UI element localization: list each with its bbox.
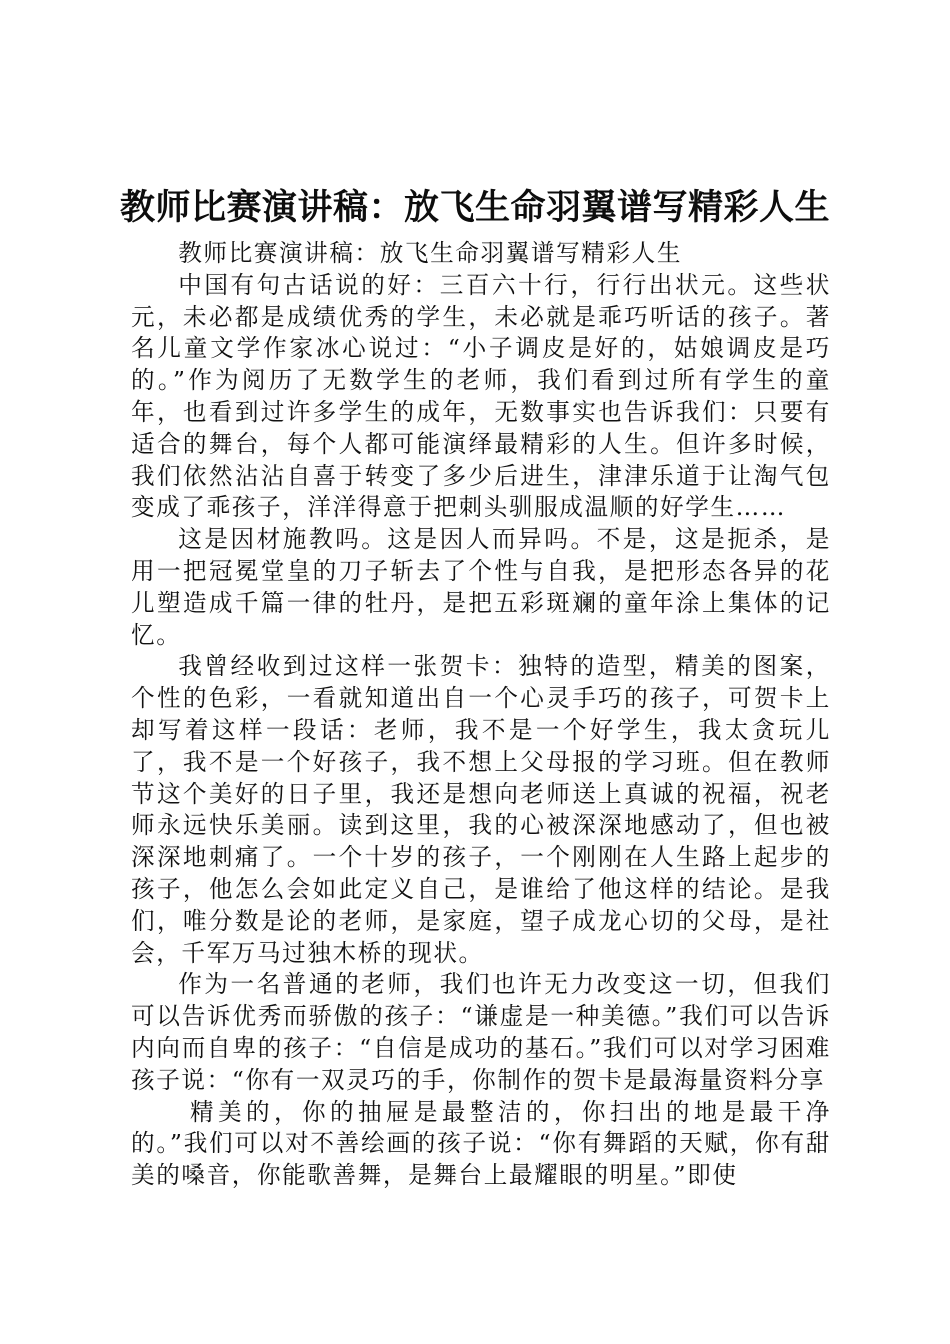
body-paragraph: 精美的，你的抽屉是最整洁的，你扫出的地是最干净的。”我们可以对不善绘画的孩子说：“你有舞蹈的天赋，你有甜美的嗓音，你能歌善舞，是舞台上最耀眼的明星。”即使 <box>131 1097 831 1190</box>
body-paragraph: 中国有句古话说的好：三百六十行，行行出状元。这些状元，未必都是成绩优秀的学生，未必就是乖巧听话的孩子。著名儿童文学作家冰心说过：“小子调皮是好的，姑娘调皮是巧的。”作为阅历了无数学生的老师，我们看到过所有学生的童年，也看到过许多学生的成年，无数事实也告诉我们：只要有适合的舞台，每个人都可能演绎最精彩的人生。但许多时候，我们依然沾沾自喜于转变了多少后进生，津津乐道于让淘气包变成了乖孩子，洋洋得意于把刺头驯服成温顺的好学生…… <box>131 270 831 522</box>
body-paragraph: 我曾经收到过这样一张贺卡：独特的造型，精美的图案，个性的色彩，一看就知道出自一个心灵手巧的孩子，可贺卡上却写着这样一段话：老师，我不是一个好学生，我太贪玩儿了，我不是一个好孩子，我不想上父母报的学习班。但在教师节这个美好的日子里，我还是想向老师送上真诚的祝福，祝老师永远快乐美丽。读到这里，我的心被深深地感动了，但也被深深地刺痛了。一个十岁的孩子，一个刚刚在人生路上起步的孩子，他怎么会如此定义自己，是谁给了他这样的结论。是我们，唯分数是论的老师，是家庭，望子成龙心切的父母，是社会，千军万马过独木桥的现状。 <box>131 652 831 967</box>
document-body <box>131 238 831 1192</box>
document-title: 教师比赛演讲稿：放飞生命羽翼谱写精彩人生 <box>119 187 830 228</box>
subtitle-paragraph: 教师比赛演讲稿：放飞生命羽翼谱写精彩人生 <box>178 239 683 267</box>
body-paragraph: 这是因材施教吗。这是因人而异吗。不是，这是扼杀，是用一把冠冕堂皇的刀子斩去了个性与自我，是把形态各异的花儿塑造成千篇一律的牡丹，是把五彩斑斓的童年涂上集体的记忆。 <box>131 525 831 649</box>
body-paragraph: 作为一名普通的老师，我们也许无力改变这一切，但我们可以告诉优秀而骄傲的孩子：“谦虚是一种美德。”我们可以告诉内向而自卑的孩子：“自信是成功的基石。”我们可以对学习困难孩子说：“你有一双灵巧的手，你制作的贺卡是最海量资料分享 <box>131 970 831 1094</box>
